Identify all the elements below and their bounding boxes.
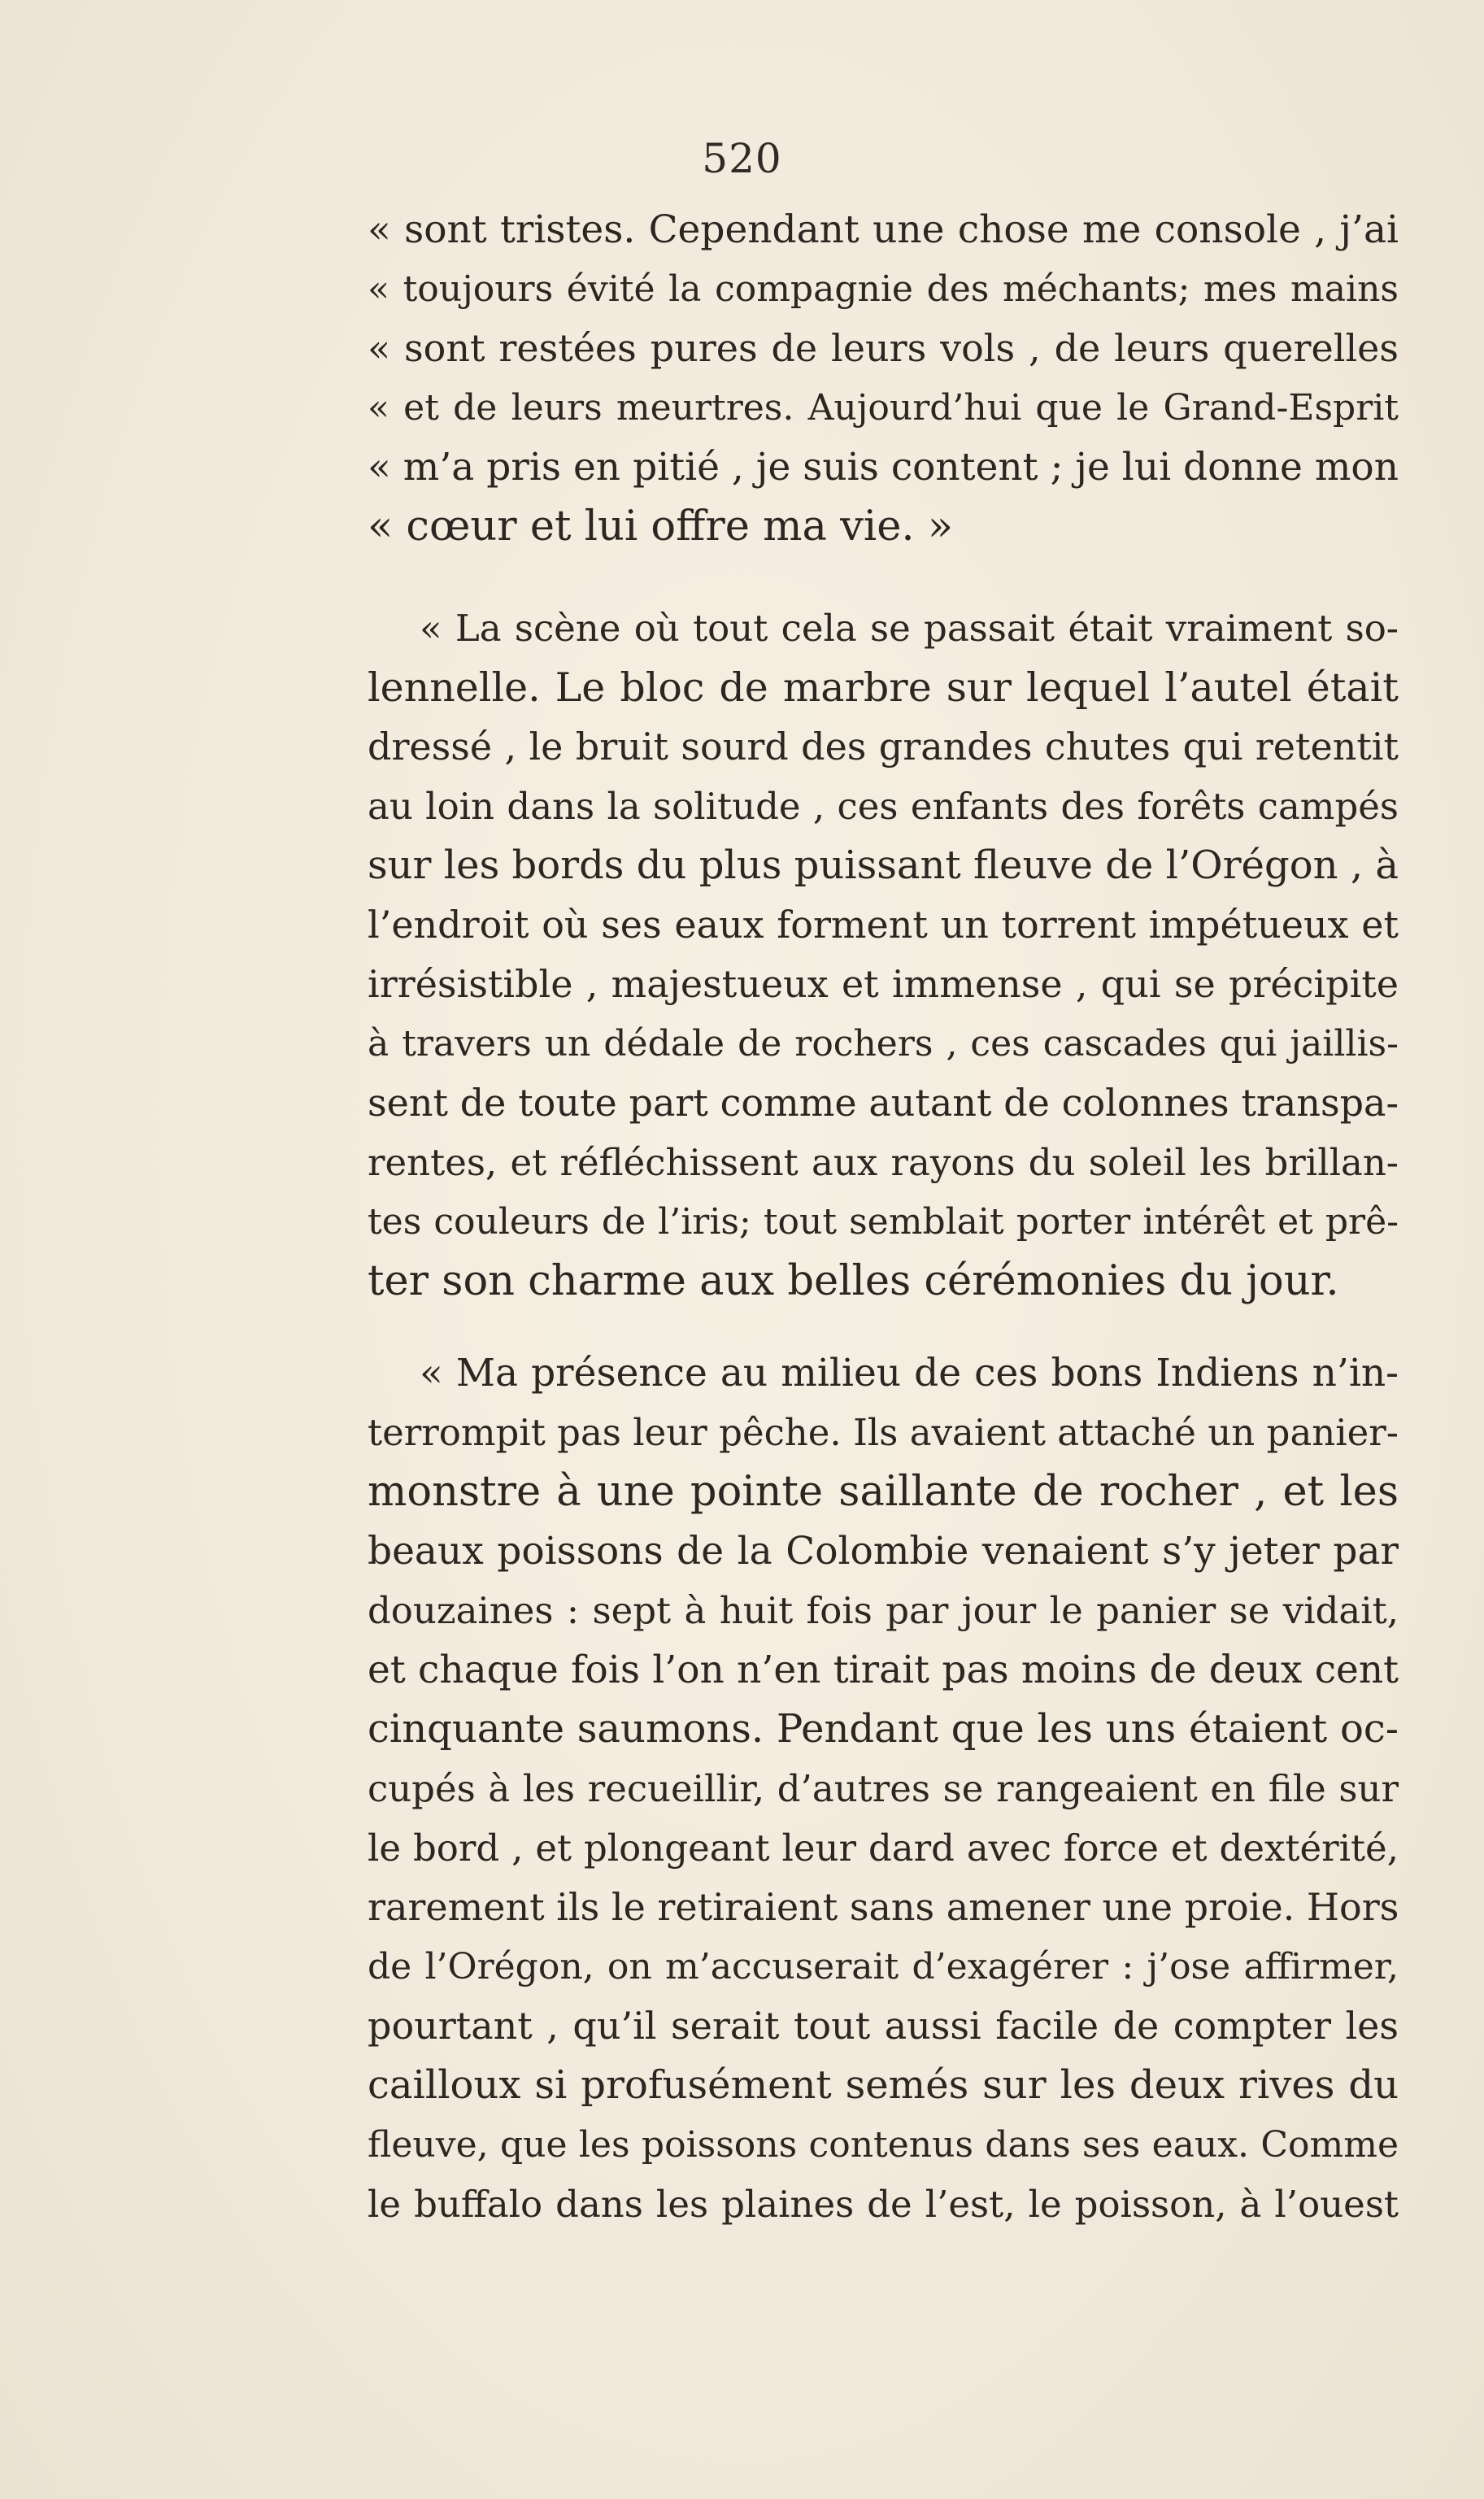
text-line: sent de toute part comme autant de colonnes transpa- <box>368 1081 1399 1125</box>
paragraph-quote-end <box>368 200 1399 556</box>
text-line: tes couleurs de l’iris; tout semblait porter intérêt et prê- <box>368 1201 1399 1243</box>
text-line: rarement ils le retiraient sans amener une proie. Hors <box>368 1885 1399 1929</box>
text-line: terrompit pas leur pêche. Ils avaient attaché un panier- <box>368 1411 1399 1454</box>
text-line: « sont tristes. Cependant une chose me console , j’ai <box>368 207 1399 252</box>
text-line: « et de leurs meurtres. Aujourd’hui que le Grand-Esprit <box>368 387 1399 429</box>
text-line: de l’Orégon, on m’accuserait d’exagérer : j’ose affirmer, <box>368 1946 1399 1987</box>
text-line: l’endroit où ses eaux forment un torrent impétueux et <box>368 903 1399 947</box>
paragraph-gap <box>368 556 1399 599</box>
text-line: beaux poissons de la Colombie venaient s’y jeter par <box>368 1529 1399 1574</box>
text-line: cupés à les recueillir, d’autres se rangeaient en file sur <box>368 1767 1399 1810</box>
text-line: « sont restées pures de leurs vols , de leurs querelles <box>368 326 1399 370</box>
text-line: cailloux si profusément semés sur les deux rives du <box>368 2062 1399 2108</box>
text-line: ter son charme aux belles cérémonies du jour. <box>368 1257 1339 1305</box>
text-line: lennelle. Le bloc de marbre sur lequel l’autel était <box>368 664 1399 711</box>
text-line: au loin dans la solitude , ces enfants des forêts campés <box>368 785 1399 828</box>
text-line: cinquante saumons. Pendant que les uns étaient oc- <box>368 1706 1399 1752</box>
page-number: 520 <box>702 135 782 182</box>
text-line: « m’a pris en pitié , je suis content ; je lui donne mon <box>368 445 1399 490</box>
text-line: « Ma présence au milieu de ces bons Indiens n’in- <box>420 1351 1399 1395</box>
text-line: « toujours évité la compagnie des méchants; mes mains <box>368 268 1399 310</box>
text-line: monstre à une pointe saillante de rocher , et les <box>368 1468 1399 1516</box>
text-line: à travers un dédale de rochers , ces cascades qui jaillis- <box>368 1023 1399 1064</box>
text-line: pourtant , qu’il serait tout aussi facile de compter les <box>368 2004 1399 2048</box>
text-line: rentes, et réfléchissent aux rayons du soleil les brillan- <box>368 1141 1399 1184</box>
text-line: le bord , et plongeant leur dard avec force et dextérité, <box>368 1826 1399 1870</box>
paragraph-fishing <box>368 1343 1399 2234</box>
text-line: douzaines : sept à huit fois par jour le panier se vidait, <box>368 1589 1399 1632</box>
text-line: sur les bords du plus puissant fleuve de l’Orégon , à <box>368 842 1399 888</box>
paragraph-scene <box>368 599 1399 1311</box>
text-line: fleuve, que les poissons contenus dans ses eaux. Comme <box>368 2124 1399 2166</box>
text-line: le buffalo dans les plaines de l’est, le poisson, à l’ouest <box>368 2183 1399 2226</box>
text-line: et chaque fois l’on n’en tirait pas moins de deux cent <box>368 1648 1399 1692</box>
page-text <box>368 200 1399 2234</box>
text-line: « cœur et lui offre ma vie. » <box>368 503 954 551</box>
text-line: dressé , le bruit sourd des grandes chutes qui retentit <box>368 725 1399 768</box>
text-line: irrésistible , majestueux et immense , qui se précipite <box>368 962 1399 1006</box>
text-line: « La scène où tout cela se passait était vraiment so- <box>420 607 1399 650</box>
paragraph-gap <box>368 1311 1399 1343</box>
